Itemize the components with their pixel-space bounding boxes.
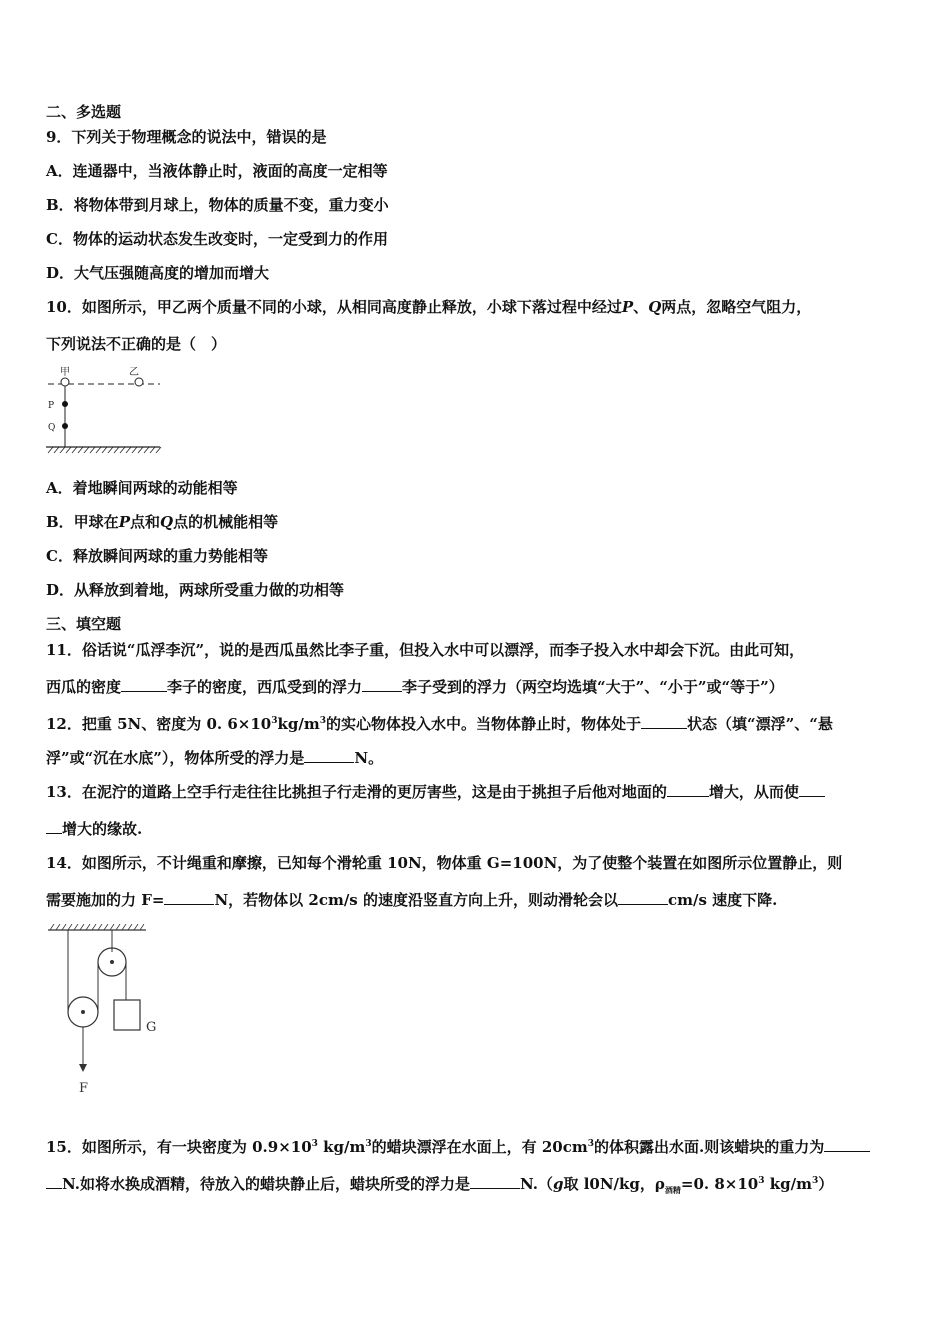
point-q-dot	[62, 423, 68, 429]
q15-line2-d: =0. 8×10	[680, 1175, 759, 1193]
q14-line2	[46, 891, 777, 909]
point-p-label: P	[48, 401, 55, 411]
q11-blank-2[interactable]	[362, 679, 402, 692]
movable-pulley-axle	[81, 1010, 85, 1014]
q9-option-d: D．大气压强随高度的增加而增大	[46, 264, 270, 282]
q10-option-b-post: 点的机械能相等	[173, 513, 279, 531]
q10-option-b-mid: 点和	[129, 513, 160, 531]
q15-a: 15．如图所示，有一块密度为 0.9×10	[46, 1138, 312, 1156]
q13-line2-text: 增大的缘故.	[62, 820, 143, 838]
q11-line2-b: 李子的密度，西瓜受到的浮力	[167, 678, 363, 696]
ball-a	[61, 378, 69, 386]
q12-d: 状态（填“漂浮”、“悬	[687, 715, 833, 733]
q12-exp1: 3	[271, 716, 278, 726]
q11-line2	[46, 678, 784, 696]
q12-blank-1[interactable]	[641, 716, 687, 729]
q12-exp2: 3	[319, 716, 326, 726]
q15-d: 的体积露出水面.则该蜡块的重力为	[594, 1138, 825, 1156]
fixed-pulley-axle	[110, 960, 114, 964]
q9-option-c: C．物体的运动状态发生改变时，一定受到力的作用	[46, 230, 388, 248]
q10-stem-line2: 下列说法不正确的是（ ）	[46, 335, 227, 353]
q15-exp3: 3	[587, 1139, 595, 1149]
q15-line1	[46, 1135, 870, 1156]
q10-option-b-pre: B．甲球在	[46, 513, 119, 531]
ball-a-label: 甲	[60, 367, 70, 378]
q13-blank-2a[interactable]	[799, 784, 825, 797]
q10-stem-b: 两点，忽略空气阻力，	[661, 298, 812, 316]
q15-line2-a: N.如将水换成酒精，待放入的蜡块静止后，蜡块所受的浮力是	[62, 1175, 470, 1193]
q13-line2	[46, 820, 142, 838]
q12-line1	[46, 712, 833, 733]
q13-line1-a: 13．在泥泞的道路上空手行走往往比挑担子行走滑的更厉害些，这是由于挑担子后他对地面的	[46, 783, 667, 801]
q12-line2	[46, 749, 383, 767]
q10-option-a: A．着地瞬间两球的动能相等	[46, 479, 238, 497]
q15-line2-b: N.（	[519, 1175, 553, 1193]
q15-g: g	[552, 1175, 564, 1193]
q11-line2-a: 西瓜的密度	[46, 678, 122, 696]
q15-line2	[46, 1172, 833, 1199]
q10-option-d: D．从释放到着地，两球所受重力做的功相等	[46, 581, 345, 599]
q10-option-b	[46, 513, 278, 531]
point-p-dot	[62, 401, 68, 407]
ground-hatching	[48, 447, 161, 453]
q14-line2-c: cm/s 速度下降.	[667, 891, 778, 909]
q10-option-b-p: P	[118, 513, 130, 531]
weight-label: G	[146, 1020, 157, 1035]
q15-exp5: 3	[811, 1176, 819, 1186]
force-label: F	[79, 1081, 89, 1096]
q15-c: 的蜡块漂浮在水面上，有 20cm	[371, 1138, 588, 1156]
q15-exp4: 3	[758, 1176, 765, 1186]
q15-b: kg/m	[317, 1138, 366, 1156]
q10-point-q: Q	[648, 298, 662, 316]
q13-blank-2b[interactable]	[46, 821, 62, 834]
q13-blank-1[interactable]	[667, 784, 709, 797]
ball-b-label: 乙	[129, 367, 139, 378]
q9-option-a: A．连通器中，当液体静止时，液面的高度一定相等	[46, 162, 388, 180]
force-arrow-head	[79, 1064, 87, 1072]
q15-blank-1b[interactable]	[46, 1176, 62, 1189]
q15-blank-1a[interactable]	[824, 1139, 870, 1152]
q15-blank-2[interactable]	[470, 1176, 520, 1189]
q15-line2-e: kg/m	[764, 1175, 812, 1193]
q15-exp1: 3	[311, 1139, 318, 1149]
q14-line2-a: 需要施加的力 F=	[46, 891, 165, 909]
ceiling-hatching	[50, 924, 144, 930]
q14-blank-2[interactable]	[618, 892, 668, 905]
q14-line2-b: N，若物体以 2cm/s 的速度沿竖直方向上升，则动滑轮会以	[214, 891, 618, 909]
q10-stem-line1	[46, 298, 811, 316]
q10-option-c: C．释放瞬间两球的重力势能相等	[46, 547, 268, 565]
q15-sub-alcohol: 酒精	[664, 1185, 681, 1195]
q15-line2-c: 取 l0N/kg，ρ	[563, 1175, 665, 1193]
ball-b	[135, 378, 143, 386]
section-2-title: 二、多选题	[46, 103, 122, 121]
q11-line1: 11．俗话说“瓜浮李沉”，说的是西瓜虽然比李子重，但投入水中可以漂浮，而李子投入水中却会下沉。由此可知，	[46, 641, 805, 659]
q15-line2-f: ）	[818, 1175, 834, 1193]
q13-line1-b: 增大，从而使	[708, 783, 799, 801]
q9-option-b: B．将物体带到月球上，物体的质量不变，重力变小	[46, 196, 389, 214]
q10-point-p: P	[621, 298, 634, 316]
falling-balls-figure	[44, 362, 169, 457]
q12-c: 的实心物体投入水中。当物体静止时，物体处于	[326, 715, 642, 733]
q10-option-b-q: Q	[159, 513, 174, 531]
q10-stem-a: 10．如图所示，甲乙两个质量不同的小球，从相同高度静止释放，小球下落过程中经过	[46, 298, 622, 316]
point-q-label: Q	[48, 423, 56, 433]
weight-block	[114, 1000, 140, 1030]
q14-blank-1[interactable]	[164, 892, 214, 905]
q12-b: kg/m	[277, 715, 320, 733]
q9-stem: 9．下列关于物理概念的说法中，错误的是	[46, 128, 327, 146]
q10-sep: 、	[633, 298, 649, 316]
pulley-system-figure	[44, 924, 174, 1104]
q13-line1	[46, 783, 825, 801]
q14-line1: 14．如图所示，不计绳重和摩擦，已知每个滑轮重 10N，物体重 G=100N，为了使整个装置在如图所示位置静止，则	[46, 854, 843, 872]
q11-blank-1[interactable]	[121, 679, 167, 692]
q12-a: 12．把重 5N、密度为 0. 6×10	[46, 715, 272, 733]
q12-line2-a: 浮”或“沉在水底”），物体所受的浮力是	[46, 749, 305, 767]
q11-line2-c: 李子受到的浮力（两空均选填“大于”、“小于”或“等于”）	[402, 678, 784, 696]
q15-exp2: 3	[365, 1139, 372, 1149]
q12-blank-2[interactable]	[304, 750, 354, 763]
section-3-title: 三、填空题	[46, 615, 122, 633]
q12-line2-b: N。	[354, 749, 384, 767]
